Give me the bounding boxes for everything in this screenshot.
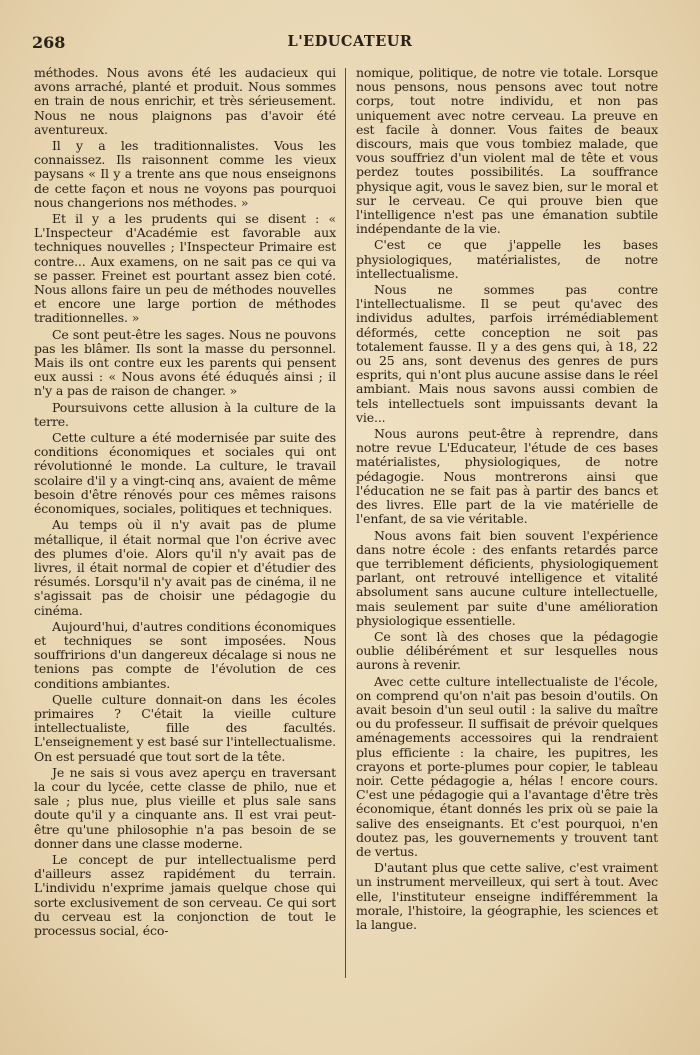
paragraph: Nous ne sommes pas contre l'intellectualisme. Il se peut qu'avec des individus adultes, parfois irrémédiablement déformés, cette conception ne soit pas totalement fausse. Il y a des gens qui, à 18, 22 ou 25 ans, sont devenus des genres de purs esprits, qui n'ont plus aucune assise dans le réel ambiant. Mais nous savons aussi combien de tels intellectuels sont impuissants devant la vie... (356, 282, 658, 425)
paragraph: Quelle culture donnait-on dans les écoles primaires ? C'était la vieille culture intellectualiste, fille des facultés. L'enseignement y est basé sur l'intellectualisme. On est persuadé que tout sort de la tête. (34, 691, 336, 764)
paragraph: Je ne sais si vous avez aperçu en traversant la cour du lycée, cette classe de philo, nue et sale ; plus nue, plus vieille et plus sale sans doute qu'il y a cinquante ans. Il est vrai peut-être qu'une philosophie n'a pas besoin de se donner dans une classe moderne. (34, 764, 336, 851)
page-header (0, 33, 700, 57)
paragraph: Poursuivons cette allusion à la culture de la terre. (34, 399, 336, 429)
paragraph: C'est ce que j'appelle les bases physiologiques, matérialistes, de notre intellectualisme. (356, 237, 658, 281)
paragraph: Ce sont là des choses que la pédagogie oublie délibérément et sur lesquelles nous aurons à revenir. (356, 628, 658, 673)
paragraph: Cette culture a été modernisée par suite des conditions économiques et sociales qui ont révolutionné le monde. La culture, le travail scolaire d'il y a vingt-cinq ans, avaient de même besoin d'être rénovés pour ces mêmes raisons économiques, sociales, politiques et techniques. (34, 430, 336, 517)
paragraph: Aujourd'hui, d'autres conditions économiques et techniques se sont imposées. Nous souffririons d'un dangereux décalage si nous ne tenions pas compte de l'évolution de ces conditions ambiantes. (34, 618, 336, 691)
left-column (34, 66, 336, 938)
paragraph: D'autant plus que cette salive, c'est vraiment un instrument merveilleux, qui sert à tout. Avec elle, l'instituteur enseigne indifféremment la morale, l'histoire, la géographie, les sciences et la langue. (356, 860, 658, 932)
paragraph: Le concept de pur intellectualisme perd d'ailleurs assez rapidément du terrain. L'individu n'exprime jamais quelque chose qui sorte exclusivement de son cerveau. Ce qui sort du cerveau est la conjonction de tout le processus social, éco- (34, 851, 336, 938)
page-number: 268 (32, 33, 66, 52)
paragraph: Et il y a les prudents qui se disent : « L'Inspecteur d'Académie est favorable aux techniques nouvelles ; l'Inspecteur Primaire est contre... Aux examens, on ne sait pas ce qui va se passer. Freinet est pourtant assez bien coté. Nous allons faire un peu de méthodes nouvelles et encore une large portion de méthodes traditionnelles. » (34, 211, 336, 326)
paragraph: Il y a les traditionnalistes. Vous les connaissez. Ils raisonnent comme les vieux paysans « Il y a trente ans que nous enseignons de cette façon et nous ne voyons pas pourquoi nous changerions nos méthodes. » (34, 138, 336, 210)
paragraph: Ce sont peut-être les sages. Nous ne pouvons pas les blâmer. Ils sont la masse du personnel. Mais ils ont contre eux les parents qui pensent eux aussi : « Nous avons été éduqués ainsi ; il n'y a pas de raison de changer. » (34, 326, 336, 399)
paragraph: méthodes. Nous avons été les audacieux qui avons arraché, planté et produit. Nous sommes en train de nous enrichir, et très sérieusement. Nous ne nous plaignons pas d'avoir été aventureux. (34, 65, 336, 137)
column-divider (345, 68, 346, 978)
paragraph: nomique, politique, de notre vie totale. Lorsque nous pensons, nous pensons avec tout notre corps, tout notre individu, et non pas uniquement avec notre cerveau. La preuve en est facile à donner. Vous faites de beaux discours, mais que vous tombiez malade, que vous souffriez d'un violent mal de tête et vous perdez toutes possibilités. La souffrance physique agit, vous le savez bien, sur le moral et sur le cerveau. Ce qui prouve bien que l'intelligence n'est pas une émanation subtile indépendante de la vie. (356, 65, 658, 237)
journal-title: L'EDUCATEUR (287, 33, 413, 50)
paragraph: Avec cette culture intellectualiste de l'école, on comprend qu'on n'ait pas besoin d'outils. On avait besoin d'un seul outil : la salive du maître ou du professeur. Il suffisait de prévoir quelques aménagements accessoires qui la rendraient plus efficiente : la chaire, les pupitres, les crayons et porte-plumes pour copier, le tableau noir. Cette pédagogie a, hélas ! encore cours. C'est une pédagogie qui a l'avantage d'être très économique, étant donnés les prix où se paie la salive des enseignants. Et c'est pourquoi, n'en doutez pas, les gouvernements y trouvent tant de vertus. (356, 673, 658, 859)
paragraph: Nous avons fait bien souvent l'expérience dans notre école : des enfants retardés parce que terriblement déficients, physiologiquement parlant, ont retrouvé intelligence et vitalité absolument sans aucune culture intellectuelle, mais seulement par suite d'une amélioration physiologique essentielle. (356, 527, 658, 628)
paragraph: Au temps où il n'y avait pas de plume métallique, il était normal que l'on écrive avec des plumes d'oie. Alors qu'il n'y avait pas de livres, il était normal de copier et d'étudier des résumés. Lorsqu'il n'y avait pas de cinéma, il ne s'agissait pas de choisir une pédagogie du cinéma. (34, 517, 336, 618)
paragraph: Nous aurons peut-être à reprendre, dans notre revue L'Educateur, l'étude de ces bases matérialistes, physiologiques, de notre pédagogie. Nous montrerons ainsi que l'éducation ne se fait pas à partir des bancs et des livres. Elle part de la vie matérielle de l'enfant, de sa vie véritable. (356, 426, 658, 527)
right-column (356, 66, 658, 932)
